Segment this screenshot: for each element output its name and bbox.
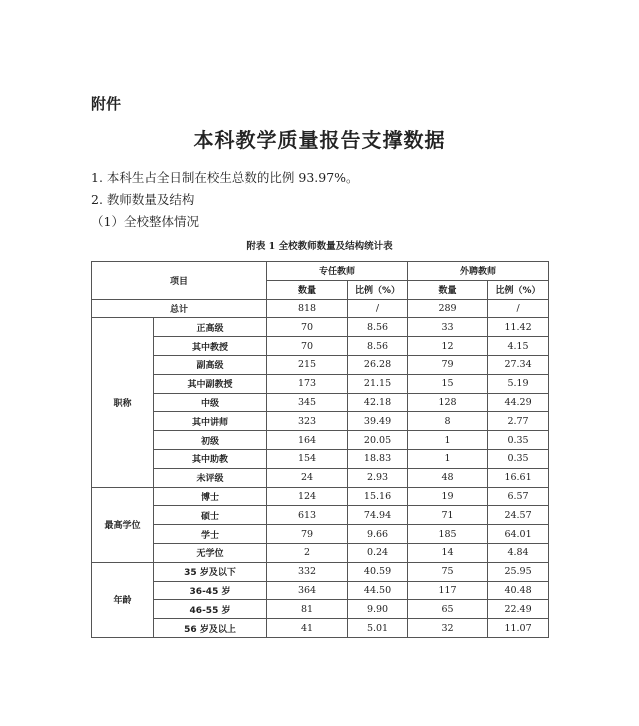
row-label: 其中讲师 [154, 412, 267, 431]
cell: 40.48 [488, 581, 549, 600]
table-row [92, 412, 549, 431]
header-fulltime-ratio: 比例（%） [348, 280, 408, 299]
cell: 79 [408, 355, 488, 374]
table-row [92, 337, 549, 356]
cell: 48 [408, 468, 488, 487]
row-label: 56 岁及以上 [154, 619, 267, 638]
cell: 44.50 [348, 581, 408, 600]
cell: 818 [267, 299, 348, 318]
cell: 215 [267, 355, 348, 374]
cell: 2.77 [488, 412, 549, 431]
row-label: 硕士 [154, 506, 267, 525]
cell: 5.01 [348, 619, 408, 638]
cell: 70 [267, 337, 348, 356]
table-row [92, 600, 549, 619]
cell: 40.59 [348, 562, 408, 581]
cell: 185 [408, 525, 488, 544]
row-label: 初级 [154, 431, 267, 450]
paragraph-school-overall: （1）全校整体情况 [91, 214, 199, 229]
table-row [92, 374, 549, 393]
cell: 81 [267, 600, 348, 619]
cell: 11.42 [488, 318, 549, 337]
cell: 613 [267, 506, 348, 525]
table-row [92, 506, 549, 525]
cell: 14 [408, 543, 488, 562]
cell: 24 [267, 468, 348, 487]
cell: 154 [267, 449, 348, 468]
cell: 4.84 [488, 543, 549, 562]
header-fulltime-count: 数量 [267, 280, 348, 299]
cell: 24.57 [488, 506, 549, 525]
total-label: 总计 [92, 299, 267, 318]
row-label: 中级 [154, 393, 267, 412]
cell: / [348, 299, 408, 318]
table-row [92, 487, 549, 506]
cell: 21.15 [348, 374, 408, 393]
paragraph-undergrad-ratio: 1. 本科生占全日制在校生总数的比例 93.97%。 [91, 170, 359, 185]
cell: 41 [267, 619, 348, 638]
table-row [92, 543, 549, 562]
cell: 25.95 [488, 562, 549, 581]
cell: 0.35 [488, 431, 549, 450]
cell: 9.66 [348, 525, 408, 544]
cell: 16.61 [488, 468, 549, 487]
cell: 0.35 [488, 449, 549, 468]
header-item: 项目 [92, 262, 267, 300]
table-row [92, 581, 549, 600]
row-label: 正高级 [154, 318, 267, 337]
row-label: 未评级 [154, 468, 267, 487]
teacher-stats-table [91, 261, 549, 638]
cell: 124 [267, 487, 348, 506]
cell: 26.28 [348, 355, 408, 374]
header-external-ratio: 比例（%） [488, 280, 549, 299]
total-row [92, 299, 549, 318]
cell: 2.93 [348, 468, 408, 487]
row-label: 其中教授 [154, 337, 267, 356]
cell: 32 [408, 619, 488, 638]
table-row [92, 449, 549, 468]
cell: 27.34 [488, 355, 549, 374]
cell: 289 [408, 299, 488, 318]
cell: 4.15 [488, 337, 549, 356]
cell: 12 [408, 337, 488, 356]
cell: 20.05 [348, 431, 408, 450]
cell: 1 [408, 431, 488, 450]
cell: 164 [267, 431, 348, 450]
table-row [92, 619, 549, 638]
cell: 323 [267, 412, 348, 431]
cell: 8 [408, 412, 488, 431]
cell: 9.90 [348, 600, 408, 619]
row-label: 博士 [154, 487, 267, 506]
header-external: 外聘教师 [408, 262, 549, 281]
cell: 6.57 [488, 487, 549, 506]
cell: 332 [267, 562, 348, 581]
row-label: 其中助教 [154, 449, 267, 468]
cell: 19 [408, 487, 488, 506]
cell: 42.18 [348, 393, 408, 412]
cell: 44.29 [488, 393, 549, 412]
cell: 79 [267, 525, 348, 544]
table-row [92, 431, 549, 450]
header-row [92, 262, 549, 281]
cell: 75 [408, 562, 488, 581]
cell: 33 [408, 318, 488, 337]
cell: 5.19 [488, 374, 549, 393]
group-label: 年龄 [92, 562, 154, 637]
table-row [92, 562, 549, 581]
cell: 15.16 [348, 487, 408, 506]
cell: 0.24 [348, 543, 408, 562]
cell: 64.01 [488, 525, 549, 544]
cell: 65 [408, 600, 488, 619]
cell: 345 [267, 393, 348, 412]
table-caption: 附表 1 全校教师数量及结构统计表 [246, 241, 393, 252]
paragraph-teacher-heading: 2. 教师数量及结构 [91, 192, 195, 207]
cell: 173 [267, 374, 348, 393]
document-title: 本科教学质量报告支撑数据 [193, 128, 446, 152]
header-external-count: 数量 [408, 280, 488, 299]
cell: 8.56 [348, 318, 408, 337]
cell: 39.49 [348, 412, 408, 431]
cell: 71 [408, 506, 488, 525]
table-row [92, 468, 549, 487]
table-row [92, 525, 549, 544]
cell: 2 [267, 543, 348, 562]
row-label: 46-55 岁 [154, 600, 267, 619]
row-label: 副高级 [154, 355, 267, 374]
row-label: 35 岁及以下 [154, 562, 267, 581]
row-label: 无学位 [154, 543, 267, 562]
row-label: 其中副教授 [154, 374, 267, 393]
cell: / [488, 299, 549, 318]
row-label: 学士 [154, 525, 267, 544]
group-label: 最高学位 [92, 487, 154, 562]
cell: 364 [267, 581, 348, 600]
cell: 11.07 [488, 619, 549, 638]
cell: 70 [267, 318, 348, 337]
cell: 128 [408, 393, 488, 412]
group-label: 职称 [92, 318, 154, 487]
cell: 15 [408, 374, 488, 393]
table-row [92, 355, 549, 374]
attachment-label: 附件 [91, 95, 122, 113]
table-row [92, 393, 549, 412]
row-label: 36-45 岁 [154, 581, 267, 600]
cell: 117 [408, 581, 488, 600]
cell: 74.94 [348, 506, 408, 525]
cell: 22.49 [488, 600, 549, 619]
table-row [92, 318, 549, 337]
cell: 1 [408, 449, 488, 468]
cell: 8.56 [348, 337, 408, 356]
header-fulltime: 专任教师 [267, 262, 408, 281]
cell: 18.83 [348, 449, 408, 468]
